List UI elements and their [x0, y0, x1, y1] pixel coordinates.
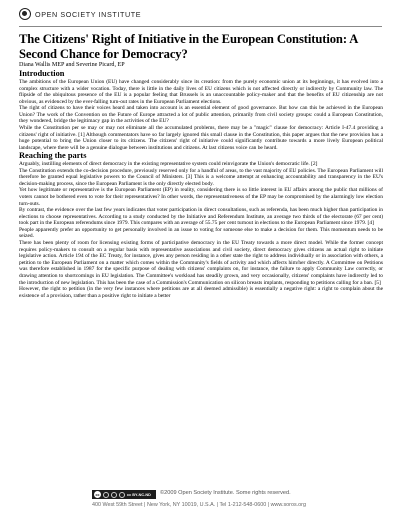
paragraph: However, the right to petition (in the very few instances where petitions are at all deemed admissible) is essentially a negative right: a right to complain about the existence of a provision, rather than a positive right to initiate a better — [19, 286, 383, 299]
paragraph: The Constitution extends the co-decision procedure, previously reserved only for a handful of areas, to the vast majority of EU policies. The European Parliament will therefore be granted equal legislative powers to the Council of Ministers. [3] This is a welcome attempt at enhancing accountability and transparency in the EU's decision-making process, since the European Parliament is the only directly elected body. — [19, 167, 383, 187]
paragraph: The ambitions of the European Union (EU) have changed considerably since its creation: from the purely economic union at its beginnings, it has evolved into a complex structure with a wider vocation. Today, there is little in the daily lives of EU citizens which is not affected directly or indirectly by Community law. The flipside of the ubiquitous presence of the EU is a popular feeling that Brussels is an unaccountable policy-maker and that the benefits of EU citizenship are not obvious, as evidenced by the ever-falling turn-out rates in the European Parliament elections. — [19, 78, 383, 105]
address-line: 400 West 59th Street | New York, NY 10019, U.S.A. | Tel 1-212-548-0600 | www.soros.org — [92, 502, 306, 508]
article-body — [19, 32, 383, 299]
cc-badge-label: cc BY-NC-ND — [127, 492, 151, 497]
nd-icon — [119, 492, 125, 498]
osi-logo-icon — [19, 8, 31, 20]
page-footer — [0, 483, 402, 520]
paragraph: Arguably, instilling elements of direct democracy in the existing representative system could reinvigorate the Union's democratic life. [2] — [19, 160, 318, 167]
creative-commons-badge[interactable] — [92, 490, 156, 499]
paragraph: People apparently prefer an opportunity to get personally involved in an issue to voting for someone else to make a decision for them. This momentum needs to be seized. — [19, 226, 383, 240]
osi-logo[interactable] — [19, 8, 141, 20]
by-icon — [103, 492, 109, 498]
authors-line: Diana Wallis MEP and Severine Picard, EP — [19, 62, 125, 68]
section-heading-reaching-the-parts: Reaching the parts — [19, 151, 87, 161]
cc-icon: cc — [95, 492, 100, 497]
header-divider — [19, 26, 382, 27]
nc-icon — [111, 492, 117, 498]
section-heading-introduction: Introduction — [19, 69, 65, 79]
paragraph: Yet how legitimate or representative is the European Parliament (EP) in reality, considering there is so little interest in EU affairs among the public that millions of voters cannot be bothered even to vote for their representatives? In other words, the representativeness of the EP may be compromised by the alarmingly low election turn-outs. — [19, 187, 383, 207]
paragraph: The right of citizens to have their voices heard and taken into account is an essential element of good governance. But how can this be achieved in the European Union? The work of the Convention on the Future of Europe attracted a lot of public attention, primarily from civil society groups: could a European Constitution, they wondered, bridge the legitimacy gap in the activities of the EU? — [19, 105, 383, 125]
paragraph: By contrast, the evidence over the last few years indicates that voter participation in direct consultations, such as referenda, has been much higher than participation in elections to choose representatives. According to a study conducted by the Initiative and Referendum Institute, an average two thirds of the electorate (67 per cent) took part in the European referendums since 1979. This compares with an average of 55.75 per cent turnout in elections to the European Parliament since 1979. [4] — [19, 207, 383, 227]
page-title: The Citizens' Right of Initiative in the European Constitution: A Second Chance for Democracy? — [19, 32, 358, 61]
copyright-text: ©2009 Open Society Institute. Some rights reserved. — [160, 490, 291, 496]
paragraph: While the Constitution per se may or may not eliminate all the accumulated problems, there may be a "magic" clause for democracy: Article I-47.4 providing a citizens' right of initiative. [1] Although commentators have so far largely ignored this small clause in the Constitution, this paper argues that the new provision has a huge potential to bring the Union closer to its citizens. The citizens' right of initiative could significantly contribute towards a more lively European political landscape, where there will be a genuine dialogue between institutions and citizens. At last citizens voice can be heard. — [19, 125, 383, 151]
logo-text: OPEN SOCIETY INSTITUTE — [35, 9, 142, 19]
paragraph: There has been plenty of room for licensing existing forms of participative democracy in the EU Treaty towards a more direct model. While the former concept requires policy-makers to consult on a regular basis with representative associations and civil society, direct democracy gives citizens an actual right to initiate legislative action. Article 194 of the EC Treaty, for instance, gives any person residing in a other state the right to address individually or in association with others, a petition to the European Parliament on a matter which comes within the Community's fields of activity and which affects him/her directly. A Committee on Petitions was therefore established in 1987 for the specific purpose of dealing with citizens' complaints on, for instance, the failure to apply Community Law correctly, or drawing attention to shortcomings in EU legislation. The Committee's workload has steadily grown, and very occasionally, citizens' complaints have indirectly led to the introduction of new legislation. This has been the case of a Commission's Communication on silicon breasts implants, responding to petitions calling for a ban. [5] — [19, 240, 383, 286]
